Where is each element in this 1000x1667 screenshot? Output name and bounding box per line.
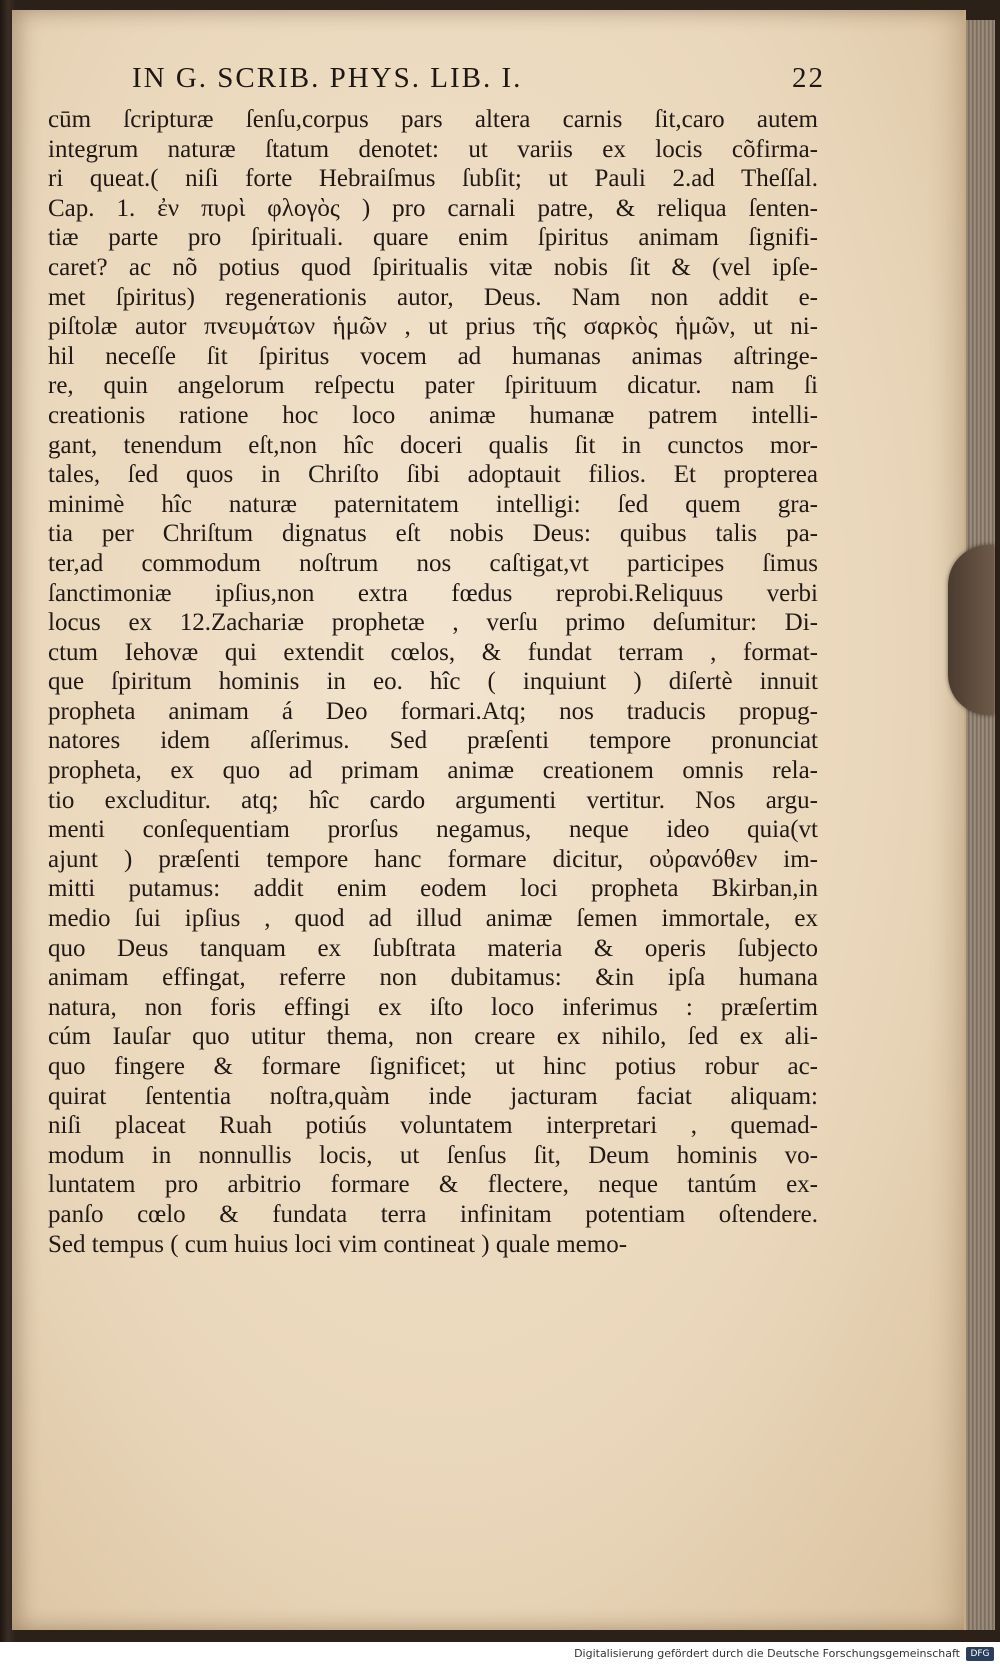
text-line: met ſpiritus) regenerationis autor, Deus. Nam non addit e- [48, 283, 818, 311]
text-line: locus ex 12.Zachariæ prophetæ , verſu primo deſumitur: Di- [48, 609, 818, 637]
text-line: Cap. 1. ἐν πυρὶ φλογὸς ) pro carnali patre, & reliqua ſenten- [48, 194, 818, 222]
text-line: propheta animam á Deo formari.Atq; nos traducis propug- [48, 697, 818, 725]
text-line: quo Deus tanquam ex ſubſtrata materia & operis ſubjecto [48, 934, 818, 962]
text-line: natores idem aſſerimus. Sed præſenti tempore pronunciat [48, 727, 818, 755]
text-line: quo fingere & formare ſignificet; ut hinc potius robur ac- [48, 1053, 818, 1080]
text-line: re, quin angelorum reſpectu pater ſpirituum dicatur. nam ſi [48, 372, 818, 400]
text-line: tiæ parte pro ſpirituali. quare enim ſpiritus animam ſignifi- [48, 224, 818, 252]
body-text [48, 105, 818, 1259]
text-line: ctum Iehovæ qui extendit cœlos, & fundat terram , format- [48, 638, 818, 666]
text-line: que ſpiritum hominis in eo. hîc ( inquiunt ) diſertè innuit [48, 668, 818, 696]
text-line: niſi placeat Ruah potiús voluntatem interpretari , quemad- [48, 1112, 818, 1140]
page-header [12, 62, 964, 102]
text-line: cūm ſcripturæ ſenſu,corpus pars altera carnis ſit,caro autem [48, 106, 818, 133]
text-line: creationis ratione hoc loco animæ humanæ patrem intelli- [48, 401, 818, 429]
text-line: animam effingat, referre non dubitamus: &in ipſa humana [48, 964, 818, 992]
text-line: menti conſequentiam prorſus negamus, neque ideo quia(vt [48, 816, 818, 844]
text-line: integrum naturæ ſtatum denotet: ut variis ex locis cõfirma- [48, 135, 818, 163]
text-line: hil neceſſe ſit ſpiritus vocem ad humanas animas aſtringe- [48, 342, 818, 370]
dfg-logo-icon: DFG [966, 1647, 994, 1661]
book-clasp [948, 545, 994, 715]
text-line: gant, tenendum eſt,non hîc doceri qualis ſit in cunctos mor- [48, 431, 818, 459]
book-page [12, 10, 966, 1630]
text-line: ajunt ) præſenti tempore hanc formare dicitur, οὐρανόθεν im- [48, 845, 818, 873]
text-line: ri queat.( niſi forte Hebraiſmus ſubſit; ut Pauli 2.ad Theſſal. [48, 165, 818, 193]
page-number: 22 [792, 62, 825, 94]
text-line: minimè hîc naturæ paternitatem intelligi: ſed quem gra- [48, 490, 818, 518]
text-line: natura, non foris effingi ex iſto loco inferimus : præſertim [48, 993, 818, 1021]
text-line: piſtolæ autor πνευμάτων ἡμῶν , ut prius τῆς σαρκὸς ἡμῶν, ut ni- [48, 313, 818, 341]
text-line: tia per Chriſtum dignatus eſt nobis Deus: quibus talis pa- [48, 520, 818, 548]
text-line: mitti putamus: addit enim eodem loci propheta Bkirban,in [48, 875, 818, 903]
text-line: cúm Iauſar quo utitur thema, non creare ex nihilo, ſed ex ali- [48, 1023, 818, 1051]
text-line: ſanctimoniæ ipſius,non extra fœdus reprobi.Reliquus verbi [48, 579, 818, 607]
running-head: IN G. SCRIB. PHYS. LIB. I. [132, 62, 523, 94]
text-line: caret? ac nõ potius quod ſpiritualis vitæ nobis ſit & (vel ipſe- [48, 253, 818, 281]
book-fore-edge [964, 20, 995, 1630]
footer-bar [0, 1642, 1000, 1667]
text-line: luntatem pro arbitrio formare & flectere, neque tantúm ex- [48, 1171, 818, 1199]
funding-credit: Digitalisierung gefördert durch die Deutsche Forschungsgemeinschaft [574, 1647, 960, 1660]
text-line: tales, ſed quos in Chriſto ſibi adoptauit filios. Et propterea [48, 461, 818, 489]
text-line: quirat ſententia noſtra,quàm inde jacturam faciat aliquam: [48, 1082, 818, 1110]
text-line: Sed tempus ( cum huius loci vim contineat ) quale memo- [48, 1230, 628, 1258]
text-line: medio ſui ipſius , quod ad illud animæ ſemen immortale, ex [48, 905, 818, 933]
text-line: propheta, ex quo ad primam animæ creationem omnis rela- [48, 757, 818, 785]
text-line: modum in nonnullis locis, ut ſenſus ſit, Deum hominis vo- [48, 1141, 818, 1169]
text-line: panſo cœlo & fundata terra infinitam potentiam oſtendere. [48, 1200, 818, 1228]
text-line: tio excluditur. atq; hîc cardo argumenti vertitur. Nos argu- [48, 786, 818, 814]
text-line: ter,ad commodum noſtrum nos caſtigat,vt participes ſimus [48, 549, 818, 577]
